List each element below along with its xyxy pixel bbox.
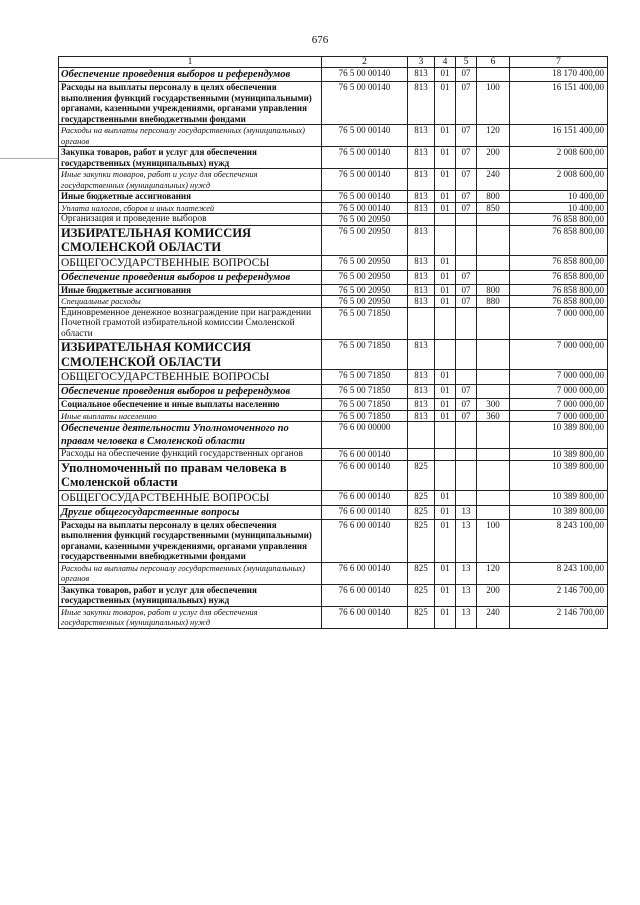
expense-type-cell [477,225,510,255]
ministry-code-cell: 813 [408,410,435,422]
amount-cell: 10 400,00 [510,202,608,214]
subsection-code-cell [456,449,477,461]
row-name-cell: Организация и проведение выборов [59,214,322,226]
subsection-code-cell: 13 [456,519,477,562]
ministry-code-cell: 813 [408,284,435,296]
section-code-cell: 01 [435,147,456,169]
amount-cell: 76 858 800,00 [510,214,608,226]
amount-cell: 2 008 600,00 [510,147,608,169]
section-code-cell: 01 [435,68,456,82]
target-code-cell: 76 6 00 00140 [322,449,408,461]
section-code-cell [435,225,456,255]
table-row [59,202,608,214]
ministry-code-cell: 825 [408,460,435,490]
target-code-cell: 76 6 00 00140 [322,519,408,562]
table-row [59,505,608,519]
target-code-cell: 76 5 00 20950 [322,255,408,270]
expense-type-cell [477,422,510,449]
target-code-cell: 76 5 00 20950 [322,270,408,284]
amount-cell: 76 858 800,00 [510,270,608,284]
target-code-cell: 76 5 00 20950 [322,296,408,308]
table-row [59,191,608,203]
table-row [59,307,608,340]
target-code-cell: 76 5 00 00140 [322,147,408,169]
section-code-cell: 01 [435,490,456,505]
subsection-code-cell: 07 [456,284,477,296]
table-row [59,82,608,125]
ministry-code-cell: 813 [408,82,435,125]
subsection-code-cell: 07 [456,82,477,125]
target-code-cell: 76 5 00 71850 [322,410,408,422]
table-row [59,490,608,505]
table-row [59,422,608,449]
row-name-cell: ИЗБИРАТЕЛЬНАЯ КОМИССИЯ СМОЛЕНСКОЙ ОБЛАСТИ [59,340,322,370]
subsection-code-cell [456,370,477,385]
column-header: 6 [477,57,510,68]
row-name-cell: Единовременное денежное вознаграждение при награждении Почетной грамотой избирательной комиссии Смоленской области [59,307,322,340]
amount-cell: 7 000 000,00 [510,399,608,411]
table-row [59,584,608,606]
section-code-cell [435,307,456,340]
section-code-cell: 01 [435,370,456,385]
subsection-code-cell: 07 [456,410,477,422]
subsection-code-cell: 07 [456,147,477,169]
column-header: 3 [408,57,435,68]
subsection-code-cell [456,255,477,270]
row-name-cell: Уполномоченный по правам человека в Смоленской области [59,460,322,490]
target-code-cell: 76 5 00 20950 [322,225,408,255]
expense-type-cell: 100 [477,519,510,562]
section-code-cell: 01 [435,399,456,411]
subsection-code-cell [456,460,477,490]
ministry-code-cell: 813 [408,225,435,255]
row-name-cell: Закупка товаров, работ и услуг для обеспечения государственных (муниципальных) нужд [59,147,322,169]
table-row [59,340,608,370]
row-name-cell: Обеспечение проведения выборов и референдумов [59,385,322,399]
expense-type-cell [477,385,510,399]
target-code-cell: 76 6 00 00140 [322,505,408,519]
section-code-cell: 01 [435,410,456,422]
expense-type-cell [477,505,510,519]
ministry-code-cell: 825 [408,505,435,519]
amount-cell: 10 389 800,00 [510,449,608,461]
ministry-code-cell [408,449,435,461]
subsection-code-cell: 07 [456,125,477,147]
page-number: 676 [311,34,329,46]
subsection-code-cell [456,307,477,340]
amount-cell: 16 151 400,00 [510,82,608,125]
subsection-code-cell [456,225,477,255]
section-code-cell: 01 [435,169,456,191]
ministry-code-cell: 813 [408,270,435,284]
subsection-code-cell: 07 [456,399,477,411]
row-name-cell: ОБЩЕГОСУДАРСТВЕННЫЕ ВОПРОСЫ [59,255,322,270]
ministry-code-cell [408,307,435,340]
section-code-cell: 01 [435,584,456,606]
subsection-code-cell: 13 [456,584,477,606]
ministry-code-cell: 825 [408,490,435,505]
table-row [59,370,608,385]
subsection-code-cell: 07 [456,270,477,284]
ministry-code-cell: 813 [408,147,435,169]
subsection-code-cell: 07 [456,68,477,82]
amount-cell: 76 858 800,00 [510,296,608,308]
expense-type-cell: 200 [477,584,510,606]
amount-cell: 16 151 400,00 [510,125,608,147]
amount-cell: 2 146 700,00 [510,584,608,606]
section-code-cell: 01 [435,255,456,270]
row-name-cell: Обеспечение деятельности Уполномоченного по правам человека в Смоленской области [59,422,322,449]
row-name-cell: ОБЩЕГОСУДАРСТВЕННЫЕ ВОПРОСЫ [59,490,322,505]
subsection-code-cell [456,340,477,370]
section-code-cell [435,460,456,490]
ministry-code-cell: 813 [408,255,435,270]
table-row [59,284,608,296]
amount-cell: 18 170 400,00 [510,68,608,82]
expense-type-cell [477,214,510,226]
ministry-code-cell: 813 [408,68,435,82]
expense-type-cell [477,449,510,461]
subsection-code-cell [456,490,477,505]
expense-type-cell: 360 [477,410,510,422]
row-name-cell: Обеспечение проведения выборов и референдумов [59,270,322,284]
amount-cell: 2 008 600,00 [510,169,608,191]
amount-cell: 10 389 800,00 [510,505,608,519]
target-code-cell: 76 5 00 00140 [322,202,408,214]
expense-type-cell [477,460,510,490]
expense-type-cell: 240 [477,606,510,628]
table-row [59,385,608,399]
target-code-cell: 76 6 00 00140 [322,562,408,584]
amount-cell: 7 000 000,00 [510,307,608,340]
subsection-code-cell: 07 [456,296,477,308]
table-row [59,147,608,169]
subsection-code-cell [456,422,477,449]
row-name-cell: Расходы на выплаты персоналу государственных (муниципальных) органов [59,562,322,584]
column-header: 2 [322,57,408,68]
target-code-cell: 76 5 00 00140 [322,191,408,203]
table-row [59,460,608,490]
column-header: 5 [456,57,477,68]
subsection-code-cell: 07 [456,191,477,203]
target-code-cell: 76 6 00 00140 [322,606,408,628]
row-name-cell: Социальное обеспечение и иные выплаты населению [59,399,322,411]
expense-type-cell: 880 [477,296,510,308]
table-row [59,125,608,147]
section-code-cell [435,340,456,370]
expense-type-cell [477,270,510,284]
target-code-cell: 76 5 00 00140 [322,68,408,82]
expense-type-cell: 800 [477,191,510,203]
row-name-cell: ОБЩЕГОСУДАРСТВЕННЫЕ ВОПРОСЫ [59,370,322,385]
amount-cell: 7 000 000,00 [510,340,608,370]
target-code-cell: 76 5 00 00140 [322,82,408,125]
expense-type-cell [477,370,510,385]
target-code-cell: 76 6 00 00000 [322,422,408,449]
expense-type-cell: 300 [477,399,510,411]
amount-cell: 76 858 800,00 [510,225,608,255]
target-code-cell: 76 5 00 00140 [322,125,408,147]
column-header: 1 [59,57,322,68]
section-code-cell [435,214,456,226]
expense-type-cell [477,490,510,505]
row-name-cell: Иные бюджетные ассигнования [59,191,322,203]
subsection-code-cell: 07 [456,169,477,191]
subsection-code-cell: 13 [456,562,477,584]
amount-cell: 8 243 100,00 [510,519,608,562]
table-row [59,68,608,82]
row-name-cell: Закупка товаров, работ и услуг для обеспечения государственных (муниципальных) нужд [59,584,322,606]
target-code-cell: 76 5 00 71850 [322,370,408,385]
section-code-cell: 01 [435,385,456,399]
subsection-code-cell: 13 [456,505,477,519]
ministry-code-cell: 813 [408,340,435,370]
ministry-code-cell: 825 [408,519,435,562]
ministry-code-cell: 813 [408,399,435,411]
amount-cell: 10 389 800,00 [510,422,608,449]
ministry-code-cell: 813 [408,191,435,203]
ministry-code-cell [408,422,435,449]
ministry-code-cell: 825 [408,606,435,628]
section-code-cell: 01 [435,296,456,308]
section-code-cell: 01 [435,606,456,628]
scan-artifact-line [0,158,58,159]
row-name-cell: Иные выплаты населению [59,410,322,422]
table-row [59,225,608,255]
section-code-cell [435,422,456,449]
row-name-cell: Расходы на выплаты персоналу в целях обеспечения выполнения функций государственными (муниципальными) органами, казенными учреждениями, органами управления государственными внебюджетными фондами [59,82,322,125]
expense-type-cell: 240 [477,169,510,191]
target-code-cell: 76 5 00 71850 [322,399,408,411]
amount-cell: 10 389 800,00 [510,460,608,490]
subsection-code-cell: 13 [456,606,477,628]
target-code-cell: 76 5 00 00140 [322,169,408,191]
amount-cell: 10 389 800,00 [510,490,608,505]
table-row [59,270,608,284]
row-name-cell: Другие общегосударственные вопросы [59,505,322,519]
ministry-code-cell: 813 [408,296,435,308]
section-code-cell: 01 [435,270,456,284]
subsection-code-cell: 07 [456,202,477,214]
ministry-code-cell: 825 [408,562,435,584]
target-code-cell: 76 5 00 20950 [322,284,408,296]
ministry-code-cell: 813 [408,202,435,214]
ministry-code-cell: 825 [408,584,435,606]
target-code-cell: 76 6 00 00140 [322,490,408,505]
amount-cell: 76 858 800,00 [510,284,608,296]
section-code-cell: 01 [435,284,456,296]
row-name-cell: Уплата налогов, сборов и иных платежей [59,202,322,214]
row-name-cell: Иные бюджетные ассигнования [59,284,322,296]
table-row [59,169,608,191]
expense-type-cell [477,68,510,82]
ministry-code-cell: 813 [408,370,435,385]
column-header-row [59,57,608,68]
table-row [59,562,608,584]
section-code-cell: 01 [435,191,456,203]
row-name-cell: Расходы на выплаты персоналу в целях обеспечения выполнения функций государственными (муниципальными) органами, казенными учреждениями, органами управления государственными внебюджетными фондами [59,519,322,562]
table-row [59,606,608,628]
section-code-cell: 01 [435,125,456,147]
ministry-code-cell: 813 [408,125,435,147]
row-name-cell: Иные закупки товаров, работ и услуг для обеспечения государственных (муниципальных) нужд [59,606,322,628]
expense-type-cell: 850 [477,202,510,214]
subsection-code-cell: 07 [456,385,477,399]
section-code-cell: 01 [435,202,456,214]
target-code-cell: 76 5 00 71850 [322,385,408,399]
target-code-cell: 76 5 00 71850 [322,340,408,370]
subsection-code-cell [456,214,477,226]
expense-type-cell: 120 [477,125,510,147]
table-row [59,255,608,270]
expense-type-cell [477,307,510,340]
expense-type-cell: 120 [477,562,510,584]
expense-type-cell [477,255,510,270]
row-name-cell: Иные закупки товаров, работ и услуг для обеспечения государственных (муниципальных) нужд [59,169,322,191]
table-row [59,519,608,562]
row-name-cell: ИЗБИРАТЕЛЬНАЯ КОМИССИЯ СМОЛЕНСКОЙ ОБЛАСТИ [59,225,322,255]
ministry-code-cell [408,214,435,226]
table-row [59,214,608,226]
table-body [59,68,608,629]
row-name-cell: Специальные расходы [59,296,322,308]
section-code-cell [435,449,456,461]
budget-table [58,56,608,629]
table-row [59,296,608,308]
target-code-cell: 76 5 00 71850 [322,307,408,340]
amount-cell: 7 000 000,00 [510,385,608,399]
amount-cell: 76 858 800,00 [510,255,608,270]
amount-cell: 8 243 100,00 [510,562,608,584]
section-code-cell: 01 [435,82,456,125]
expense-type-cell: 200 [477,147,510,169]
column-header: 4 [435,57,456,68]
expense-type-cell: 100 [477,82,510,125]
ministry-code-cell: 813 [408,385,435,399]
amount-cell: 2 146 700,00 [510,606,608,628]
section-code-cell: 01 [435,519,456,562]
table-row [59,449,608,461]
expense-type-cell: 800 [477,284,510,296]
row-name-cell: Расходы на выплаты персоналу государственных (муниципальных) органов [59,125,322,147]
amount-cell: 10 400,00 [510,191,608,203]
section-code-cell: 01 [435,562,456,584]
target-code-cell: 76 6 00 00140 [322,460,408,490]
row-name-cell: Обеспечение проведения выборов и референдумов [59,68,322,82]
row-name-cell: Расходы на обеспечение функций государственных органов [59,449,322,461]
amount-cell: 7 000 000,00 [510,410,608,422]
ministry-code-cell: 813 [408,169,435,191]
section-code-cell: 01 [435,505,456,519]
table-row [59,410,608,422]
expense-type-cell [477,340,510,370]
target-code-cell: 76 6 00 00140 [322,584,408,606]
amount-cell: 7 000 000,00 [510,370,608,385]
table-row [59,399,608,411]
column-header: 7 [510,57,608,68]
target-code-cell: 76 5 00 20950 [322,214,408,226]
